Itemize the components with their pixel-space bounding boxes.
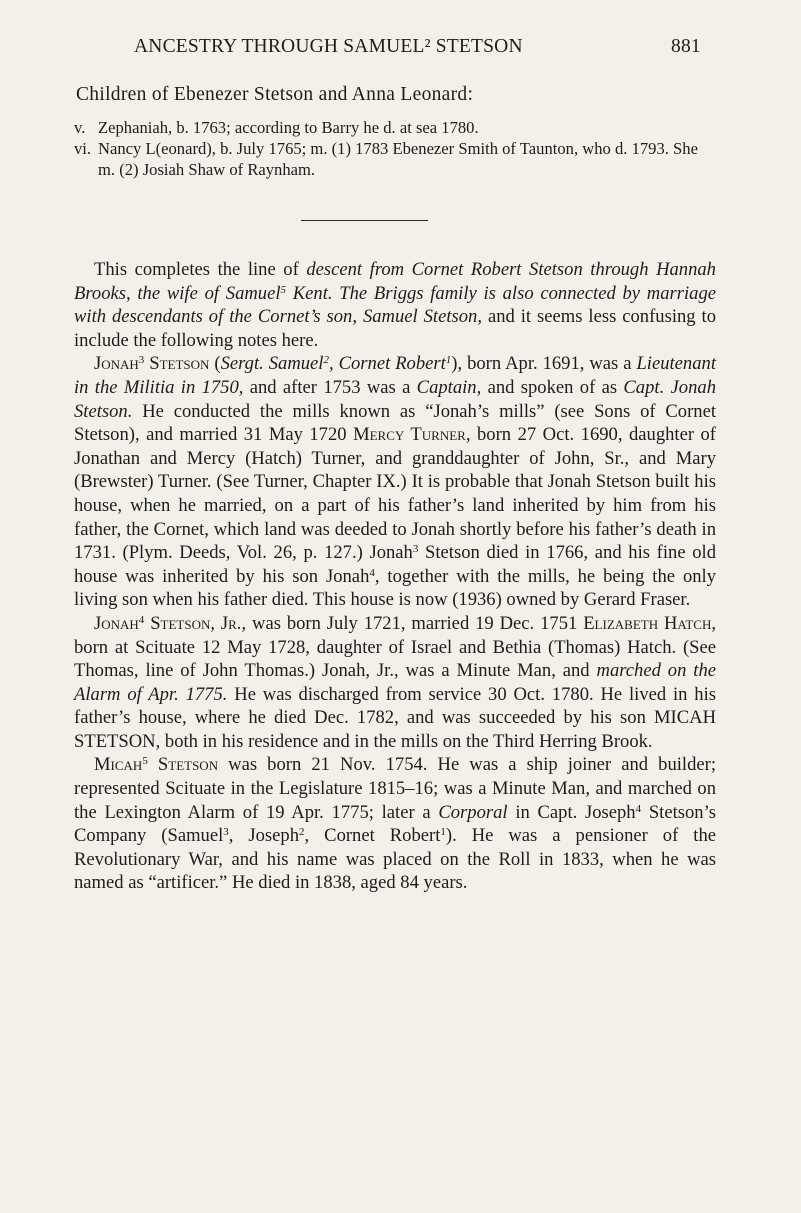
superscript: 5: [142, 755, 148, 768]
list-item: [74, 117, 714, 138]
italic-run: marched on the Alarm of Apr. 1775.: [74, 660, 717, 705]
paragraph-micah-5: [74, 753, 716, 895]
children-list: [74, 117, 714, 180]
text-run: descent from Cornet Robert Stetson through Hannah Brooks, the wife of Samuel: [74, 259, 716, 304]
text-run: Stetson: [147, 754, 219, 776]
text-run: ). He was a pensioner of the Revolutionary War, and his name was placed on the Roll in 1833, when he was named as “artificer.” He died in 1838, aged 84 years.: [74, 825, 716, 894]
text-run: Sergt. Samuel: [220, 353, 324, 375]
text-run: Stetson died in 1766, and his fine old house was inherited by his son Jonah: [74, 542, 717, 587]
text-run: This completes the line of: [94, 259, 307, 280]
list-item-number: vi.: [74, 139, 92, 158]
text-run: (: [209, 353, 221, 375]
text-run: , born at Scituate 12 May 1728, daughter of Israel and Bethia (Thomas) Hatch. (See Thomas, line of John Thomas.) Jonah, Jr., was a Minute Man, and: [74, 612, 717, 682]
italic-run: Capt. Jonah Stetson.: [74, 376, 716, 422]
paragraph-jonah-4: [74, 612, 716, 754]
running-title: ANCESTRY THROUGH SAMUEL² STETSON: [134, 36, 523, 57]
text-run: Stetson’s Company (Samuel: [74, 801, 716, 847]
italic-run: [221, 353, 452, 374]
superscript: 3: [412, 543, 419, 556]
text-run: Jonah: [94, 353, 139, 375]
paragraph-descent: [74, 258, 716, 352]
superscript: 1: [445, 354, 452, 367]
list-item: [74, 138, 714, 180]
person-name: Elizabeth Hatch: [583, 612, 712, 634]
text-run: Jonah: [94, 612, 139, 634]
superscript: 5: [280, 283, 287, 296]
text-run: and spoken of as: [481, 376, 624, 398]
text-run: , together with the mills, he being the only living son when his father died. This house is now (1936) owned by Gerard Fraser.: [74, 565, 716, 611]
text-run: Kent. The Briggs family is also connected by marriage with descendants of the Cornet’s son, Samuel Stetson,: [74, 282, 716, 328]
person-name: [94, 754, 218, 775]
text-run: He was discharged from service 30 Oct. 1780. He lived in his father’s house, where he died Dec. 1782, and was succeeded by his son MICAH STETSON, both in his residence and in the mills on the Third Herring Brook.: [74, 683, 716, 752]
list-item-text: Nancy L(eonard), b. July 1765; m. (1) 1783 Ebenezer Smith of Taunton, who d. 1793. She m. (2) Josiah Shaw of Raynham.: [98, 139, 698, 179]
text-run: Stetson, Jr.: [144, 612, 242, 634]
superscript: 2: [299, 826, 305, 839]
superscript: 3: [223, 826, 229, 839]
person-name: [94, 613, 241, 634]
person-name: [94, 353, 209, 374]
text-run: , Joseph: [228, 825, 300, 847]
text-run: in Capt. Joseph: [507, 801, 636, 823]
text-run: Stetson: [144, 353, 210, 375]
text-run: , Cornet Robert: [328, 353, 446, 375]
superscript: 4: [138, 613, 145, 626]
superscript: 4: [369, 566, 375, 579]
text-run: Micah: [94, 754, 143, 776]
text-run: and it seems less confusing to include the following notes here.: [74, 306, 716, 351]
children-heading: Children of Ebenezer Stetson and Anna Leonard:: [76, 84, 474, 105]
italic-run: Captain,: [416, 376, 482, 398]
text-run: He conducted the mills known as “Jonah’s mills” (see Sons of Cornet Stetson), and married 31 May 1720: [74, 400, 716, 446]
text-run: , was born July 1721, married 19 Dec. 1751: [241, 612, 584, 634]
running-header: [0, 36, 801, 62]
text-run: , Cornet Robert: [304, 825, 441, 847]
page-number: 881: [671, 36, 701, 57]
main-text: [74, 258, 716, 895]
text-run: and after 1753 was a: [243, 376, 417, 398]
text-run: ), born Apr. 1691, was a: [451, 353, 637, 375]
list-item-text: Zephaniah, b. 1763; according to Barry he d. at sea 1780.: [98, 118, 479, 137]
paragraph-jonah-3: [74, 352, 716, 612]
section-divider: [301, 220, 428, 221]
superscript: 2: [323, 354, 329, 367]
text-run: , born 27 Oct. 1690, daughter of Jonathan and Mercy (Hatch) Turner, and granddaughter of John, Sr., and Mary (Brewster) Turner. (See Turner, Chapter IX.) It is probable that Jonah Stetson built his house, when he married, on a part of his father’s land inherited by him from his father, the Cornet, which land was deeded to Jonah shortly before his father’s death in 1731. (Plym. Deeds, Vol. 26, p. 127.) Jonah: [74, 424, 717, 564]
italic-run: Lieutenant in the Militia in 1750,: [74, 353, 716, 398]
superscript: 3: [138, 354, 145, 367]
superscript: 4: [635, 802, 642, 815]
text-run: was born 21 Nov. 1754. He was a ship joiner and builder; represented Scituate in the Legislature 1815–16; was a Minute Man, and marched on the Lexington Alarm of 19 Apr. 1775; later a: [74, 754, 716, 823]
italic-run: Corporal: [438, 801, 508, 823]
person-name: Mercy Turner: [353, 424, 466, 446]
list-item-number: v.: [74, 118, 86, 137]
superscript: 1: [440, 826, 446, 839]
